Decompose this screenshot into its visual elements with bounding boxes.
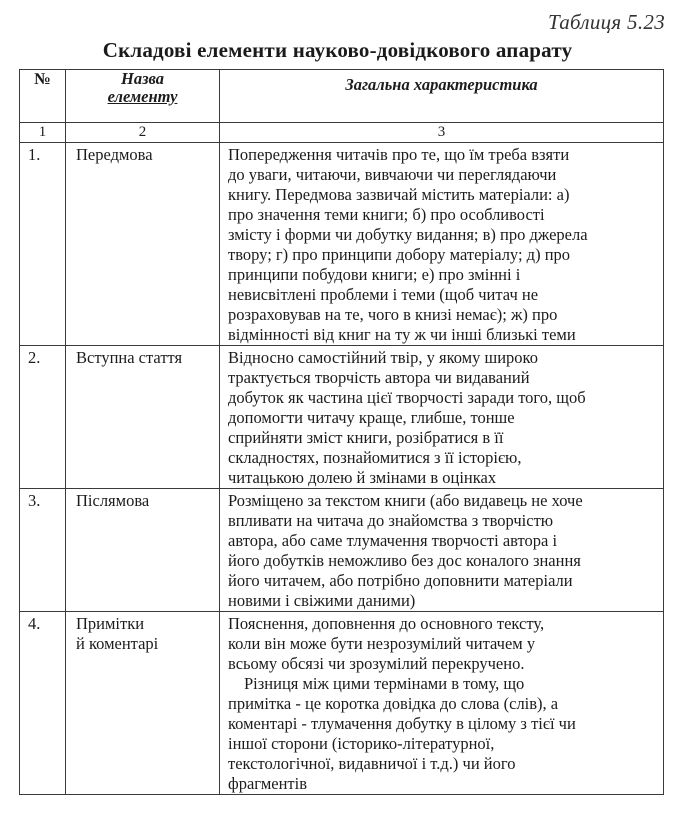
table-row bbox=[20, 143, 664, 346]
description-line: фрагментів bbox=[228, 774, 307, 793]
table-number: Таблиця 5.23 bbox=[548, 10, 665, 34]
description-line: Різниця між цими термінами в тому, що bbox=[244, 674, 525, 693]
table-header-row bbox=[20, 70, 664, 123]
description-line: твору; г) про принципи добору матеріалу; д) про bbox=[228, 245, 571, 264]
description-line: складностях, познайомитися з її історією, bbox=[228, 448, 522, 467]
column-index-row bbox=[20, 123, 664, 143]
description-line: автора, або саме тлумачення творчості автора і bbox=[228, 531, 558, 550]
column-index-1: 1 bbox=[20, 123, 66, 143]
column-header-name-line2: елементу bbox=[107, 87, 178, 106]
row-number: 4. bbox=[20, 612, 66, 795]
row-number: 3. bbox=[20, 489, 66, 612]
reference-apparatus-table bbox=[19, 69, 664, 795]
description-line: його читачем, або потрібно доповнити матеріали bbox=[228, 571, 573, 590]
table-row bbox=[20, 489, 664, 612]
column-index-3: 3 bbox=[220, 123, 664, 143]
description-line: Попередження читачів про те, що їм треба взяти bbox=[228, 145, 570, 164]
description-line: новими і свіжими даними) bbox=[228, 591, 416, 610]
element-name bbox=[66, 143, 220, 346]
description-line: коли він може бути незрозумілий читачем у bbox=[228, 634, 536, 653]
description-line: розраховував на те, чого в книзі немає); ж) про bbox=[228, 305, 558, 324]
element-description bbox=[220, 612, 664, 795]
description-line: про значення теми книги; б) про особливості bbox=[228, 205, 545, 224]
element-name bbox=[66, 489, 220, 612]
description-line: невисвітлені проблеми і теми (щоб читач не bbox=[228, 285, 539, 304]
element-name-line: Примітки bbox=[76, 614, 145, 633]
description-line: примітка - це коротка довідка до слова (слів), а bbox=[228, 694, 559, 713]
description-line: всьому обсязі чи зрозумілий перекручено. bbox=[228, 654, 525, 673]
element-description bbox=[220, 346, 664, 489]
description-line: текстологічної, видавничої і т.д.) чи його bbox=[228, 754, 516, 773]
description-line: Пояснення, доповнення до основного тексту, bbox=[228, 614, 545, 633]
description-line: принципи побудови книги; е) про змінні і bbox=[228, 265, 521, 284]
description-line: його добутків неможливо без дос коналого знання bbox=[228, 551, 581, 570]
description-line: відмінності від книг на ту ж чи інші близькі теми bbox=[228, 325, 576, 344]
table-row bbox=[20, 612, 664, 795]
element-name-line: Вступна стаття bbox=[76, 348, 183, 367]
column-header-name-line1: Назва bbox=[120, 69, 165, 88]
description-line: сприйняти зміст книги, розібратися в її bbox=[228, 428, 504, 447]
table-title: Складові елементи науково-довідкового апарату bbox=[102, 38, 573, 62]
table-row bbox=[20, 346, 664, 489]
element-description bbox=[220, 143, 664, 346]
column-header-description: Загальна характеристика bbox=[220, 70, 664, 123]
column-index-2: 2 bbox=[66, 123, 220, 143]
row-number: 2. bbox=[20, 346, 66, 489]
description-line: до уваги, читаючи, вивчаючи чи переглядаючи bbox=[228, 165, 557, 184]
description-line: допомогти читачу краще, глибше, тонше bbox=[228, 408, 515, 427]
description-line: впливати на читача до знайомства з творчістю bbox=[228, 511, 554, 530]
column-header-name bbox=[66, 70, 220, 123]
element-name-line: Передмова bbox=[76, 145, 153, 164]
description-line: коментарі - тлумачення добутку в цілому з тієї чи bbox=[228, 714, 576, 733]
description-line: книгу. Передмова зазвичай містить матеріали: а) bbox=[228, 185, 570, 204]
description-line: трактується творчість автора чи видаваний bbox=[228, 368, 530, 387]
description-line: іншої сторони (історико-літературної, bbox=[228, 734, 495, 753]
element-name-line: Післямова bbox=[76, 491, 150, 510]
element-name-line: й коментарі bbox=[76, 634, 159, 653]
element-description bbox=[220, 489, 664, 612]
element-name bbox=[66, 346, 220, 489]
row-number: 1. bbox=[20, 143, 66, 346]
column-header-number: № bbox=[20, 70, 66, 123]
element-name bbox=[66, 612, 220, 795]
description-line: Розміщено за текстом книги (або видавець не хоче bbox=[228, 491, 583, 510]
description-line: читацькою долею й змінами в оцінках bbox=[228, 468, 497, 487]
description-line: добуток як частина цієї творчості заради того, щоб bbox=[228, 388, 586, 407]
description-line: змісту і форми чи добутку видання; в) про джерела bbox=[228, 225, 588, 244]
description-line: Відносно самостійний твір, у якому широко bbox=[228, 348, 538, 367]
